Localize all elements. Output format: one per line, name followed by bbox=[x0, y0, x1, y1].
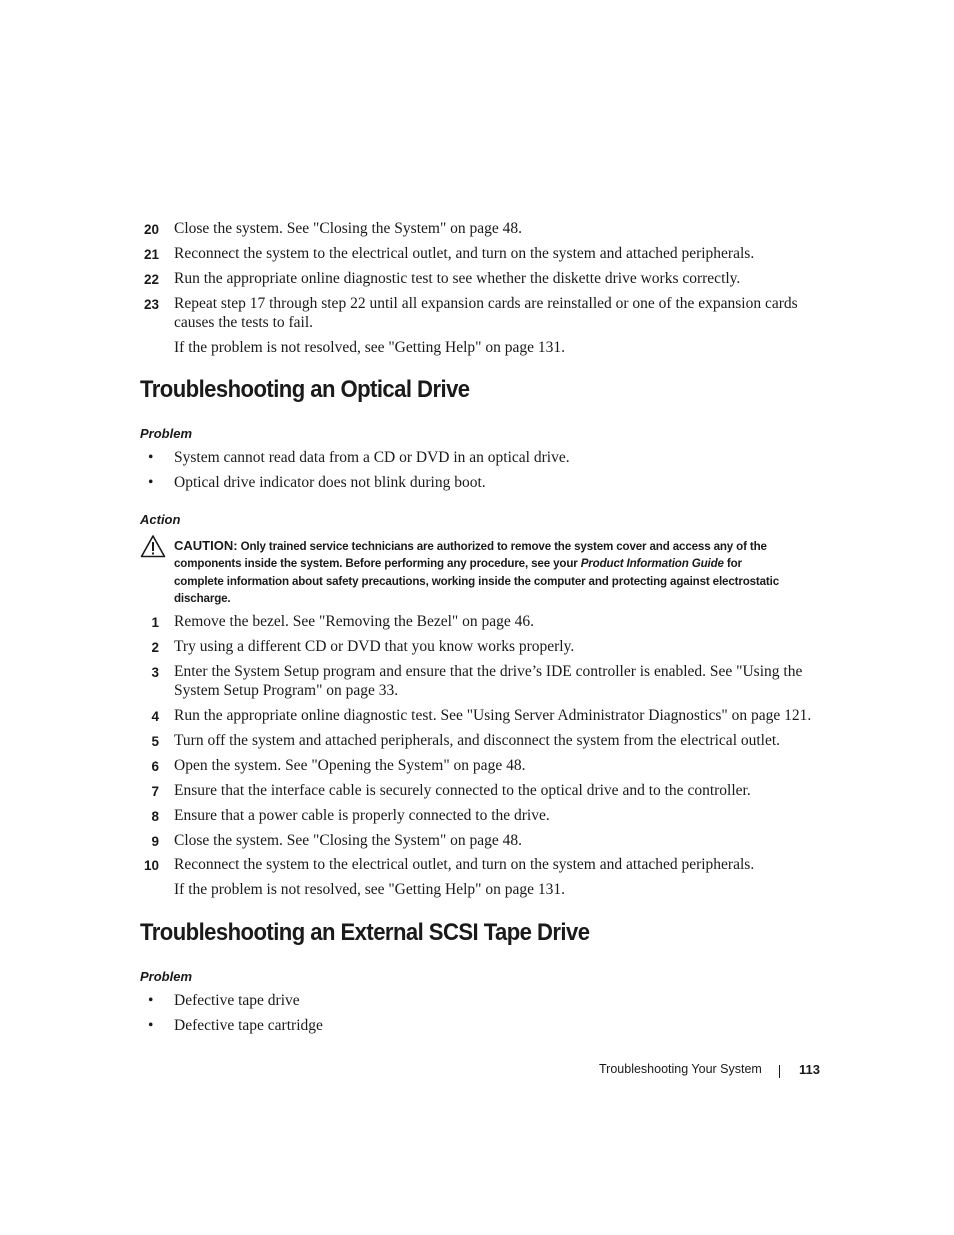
bullet-marker: • bbox=[148, 992, 154, 1009]
step-number: 10 bbox=[143, 858, 159, 873]
step-text: Try using a different CD or DVD that you know works properly. bbox=[174, 638, 575, 655]
step-text: Repeat step 17 through step 22 until all expansion cards are reinstalled or one of the expansion cards causes the tests to fail. bbox=[174, 295, 798, 331]
step-text: Turn off the system and attached peripherals, and disconnect the system from the electrical outlet. bbox=[174, 732, 781, 749]
step-text: Run the appropriate online diagnostic test. See "Using Server Administrator Diagnostics" on page 121. bbox=[174, 707, 812, 724]
step-text: Run the appropriate online diagnostic test to see whether the diskette drive works correctly. bbox=[174, 270, 741, 287]
caution-text: components inside the system. Before performing any procedure, see your bbox=[174, 557, 578, 571]
problem-text: System cannot read data from a CD or DVD in an optical drive. bbox=[174, 449, 570, 466]
step-number: 4 bbox=[151, 709, 159, 724]
step-text: Ensure that a power cable is properly connected to the drive. bbox=[174, 807, 550, 824]
caution-line: complete information about safety precautions, working inside the computer and protecting against electrostatic bbox=[174, 574, 780, 588]
step-number: 20 bbox=[143, 222, 159, 237]
step-number: 3 bbox=[151, 665, 159, 680]
page-number: 113 bbox=[799, 1062, 820, 1077]
problem-text: Defective tape drive bbox=[174, 992, 300, 1009]
caution-text: Only trained service technicians are authorized to remove the system cover and access any of the bbox=[240, 540, 767, 553]
section-heading-optical-drive: Troubleshooting an Optical Drive bbox=[140, 376, 470, 403]
step-number: 8 bbox=[151, 809, 159, 824]
step-number: 9 bbox=[151, 834, 159, 849]
problem-text: Optical drive indicator does not blink during boot. bbox=[174, 474, 486, 491]
step-text: Reconnect the system to the electrical outlet, and turn on the system and attached peripherals. bbox=[174, 245, 755, 262]
step-text: Reconnect the system to the electrical outlet, and turn on the system and attached peripherals. bbox=[174, 856, 755, 873]
step-number: 22 bbox=[143, 272, 159, 287]
caution-line bbox=[174, 537, 824, 555]
step-text: Close the system. See "Closing the System" on page 48. bbox=[174, 220, 523, 237]
bullet-marker: • bbox=[148, 1017, 154, 1034]
step-number: 23 bbox=[143, 297, 159, 312]
step-number: 1 bbox=[151, 615, 159, 630]
caution-text: for bbox=[726, 557, 742, 571]
step-text: Remove the bezel. See "Removing the Bezel" on page 46. bbox=[174, 613, 535, 630]
bullet-marker: • bbox=[148, 474, 154, 491]
problem-label: Problem bbox=[140, 426, 193, 441]
step-number: 6 bbox=[151, 759, 159, 774]
warning-triangle-icon bbox=[140, 534, 166, 558]
step-text: Open the system. See "Opening the System" on page 48. bbox=[174, 757, 526, 774]
step-text: Enter the System Setup program and ensure that the drive’s IDE controller is enabled. See "Using the System Setup Program" on page 33. bbox=[174, 663, 803, 699]
footer-chapter-title: Troubleshooting Your System bbox=[599, 1062, 762, 1076]
footer-divider bbox=[779, 1065, 780, 1078]
section-heading-scsi-tape-drive: Troubleshooting an External SCSI Tape Drive bbox=[140, 919, 590, 946]
caution-line: discharge. bbox=[174, 591, 231, 605]
step-number: 21 bbox=[143, 247, 159, 262]
step-number: 2 bbox=[151, 640, 159, 655]
resolution-note: If the problem is not resolved, see "Getting Help" on page 131. bbox=[174, 881, 566, 898]
step-text: Ensure that the interface cable is securely connected to the optical drive and to the controller. bbox=[174, 782, 751, 799]
caution-notice bbox=[174, 537, 824, 607]
bullet-marker: • bbox=[148, 449, 154, 466]
guide-title: Product Information Guide bbox=[580, 557, 724, 571]
action-label: Action bbox=[140, 512, 181, 527]
problem-label: Problem bbox=[140, 969, 193, 984]
step-number: 7 bbox=[151, 784, 159, 799]
step-number: 5 bbox=[151, 734, 159, 749]
caution-lead: CAUTION: bbox=[174, 538, 238, 553]
caution-line bbox=[174, 555, 824, 572]
step-text: Close the system. See "Closing the System" on page 48. bbox=[174, 832, 523, 849]
resolution-note: If the problem is not resolved, see "Getting Help" on page 131. bbox=[174, 339, 566, 356]
problem-text: Defective tape cartridge bbox=[174, 1017, 323, 1034]
